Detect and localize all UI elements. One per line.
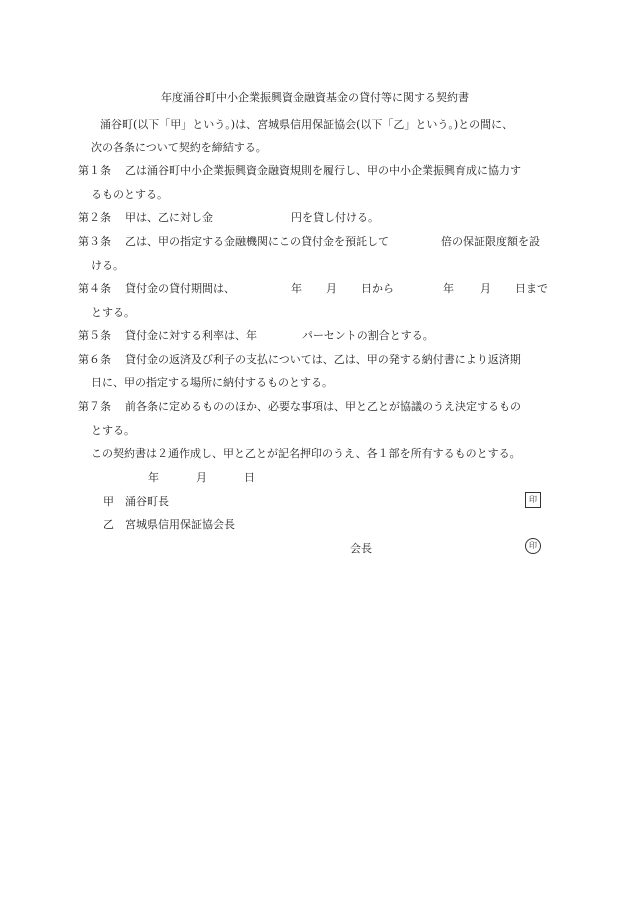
article-4-month-1: 月 [326,282,337,295]
party-a-label: 甲 [103,495,114,508]
article-4-text-1: 貸付金の貸付期間は、 [125,282,235,295]
article-7-text-2: とする。 [91,424,135,437]
article-6-label: 第６条 [78,353,111,366]
article-4-cont: とする。 [91,306,135,319]
date-month: 月 [196,471,207,484]
article-4-year-1: 年 [291,282,302,295]
article-4-day-2: 日まで [515,282,548,295]
party-a-name: 涌谷町長 [125,495,169,508]
article-6-text-1: 貸付金の返済及び利子の支払については、乙は、甲の発する納付書により返済期 [125,353,521,366]
article-2-text-2: 円を貸し付ける。 [291,211,379,224]
article-7-label: 第７条 [78,400,111,413]
party-b-name: 宮城県信用保証協会長 [125,518,235,531]
article-4-year-2: 年 [443,282,454,295]
article-2-text-1: 甲は、乙に対し金 [125,211,213,224]
article-7-text-1: 前各条に定めるもののほか、必要な事項は、甲と乙とが協議のうえ決定するもの [125,400,521,413]
article-3-text-1: 乙は、甲の指定する金融機関にこの貸付金を預託して [125,235,389,248]
article-6-text-2: 日に、甲の指定する場所に納付するものとする。 [91,376,333,389]
party-b-title: 会長 [350,542,372,555]
article-5-text-2: パーセントの割合とする。 [302,329,434,342]
article-5-text-1: 貸付金に対する利率は、年 [125,329,257,342]
article-4-day-1: 日から [361,282,394,295]
document-title: 年度涌谷町中小企業振興資金融資基金の貸付等に関する契約書 [161,91,469,104]
article-5-label: 第５条 [78,329,111,342]
date-day: 日 [244,471,255,484]
preamble-line-2: 次の各条について契約を締結する。 [91,141,267,154]
party-b-label: 乙 [103,518,114,531]
article-4-label: 第４条 [78,282,111,295]
article-2-label: 第２条 [78,211,111,224]
closing-clause: この契約書は２通作成し、甲と乙とが記名押印のうえ、各１部を所有するものとする。 [91,447,521,460]
seal-circle-icon: 印 [525,538,541,554]
seal-square-icon: 印 [525,492,541,508]
article-1-text-1: 乙は涌谷町中小企業振興資金融資規則を履行し、甲の中小企業振興育成に協力す [125,164,521,177]
article-4-month-2: 月 [480,282,491,295]
article-1-label: 第１条 [78,164,111,177]
preamble-line-1: 涌谷町(以下「甲」という。)は、宮城県信用保証協会(以下「乙」という。)との間に、 [100,118,514,131]
article-3-text-2: 倍の保証限度額を設 [441,235,540,248]
date-year: 年 [148,471,159,484]
article-3-cont: ける。 [91,259,124,272]
article-3-label: 第３条 [78,235,111,248]
article-1-text-2: るものとする。 [91,188,168,201]
